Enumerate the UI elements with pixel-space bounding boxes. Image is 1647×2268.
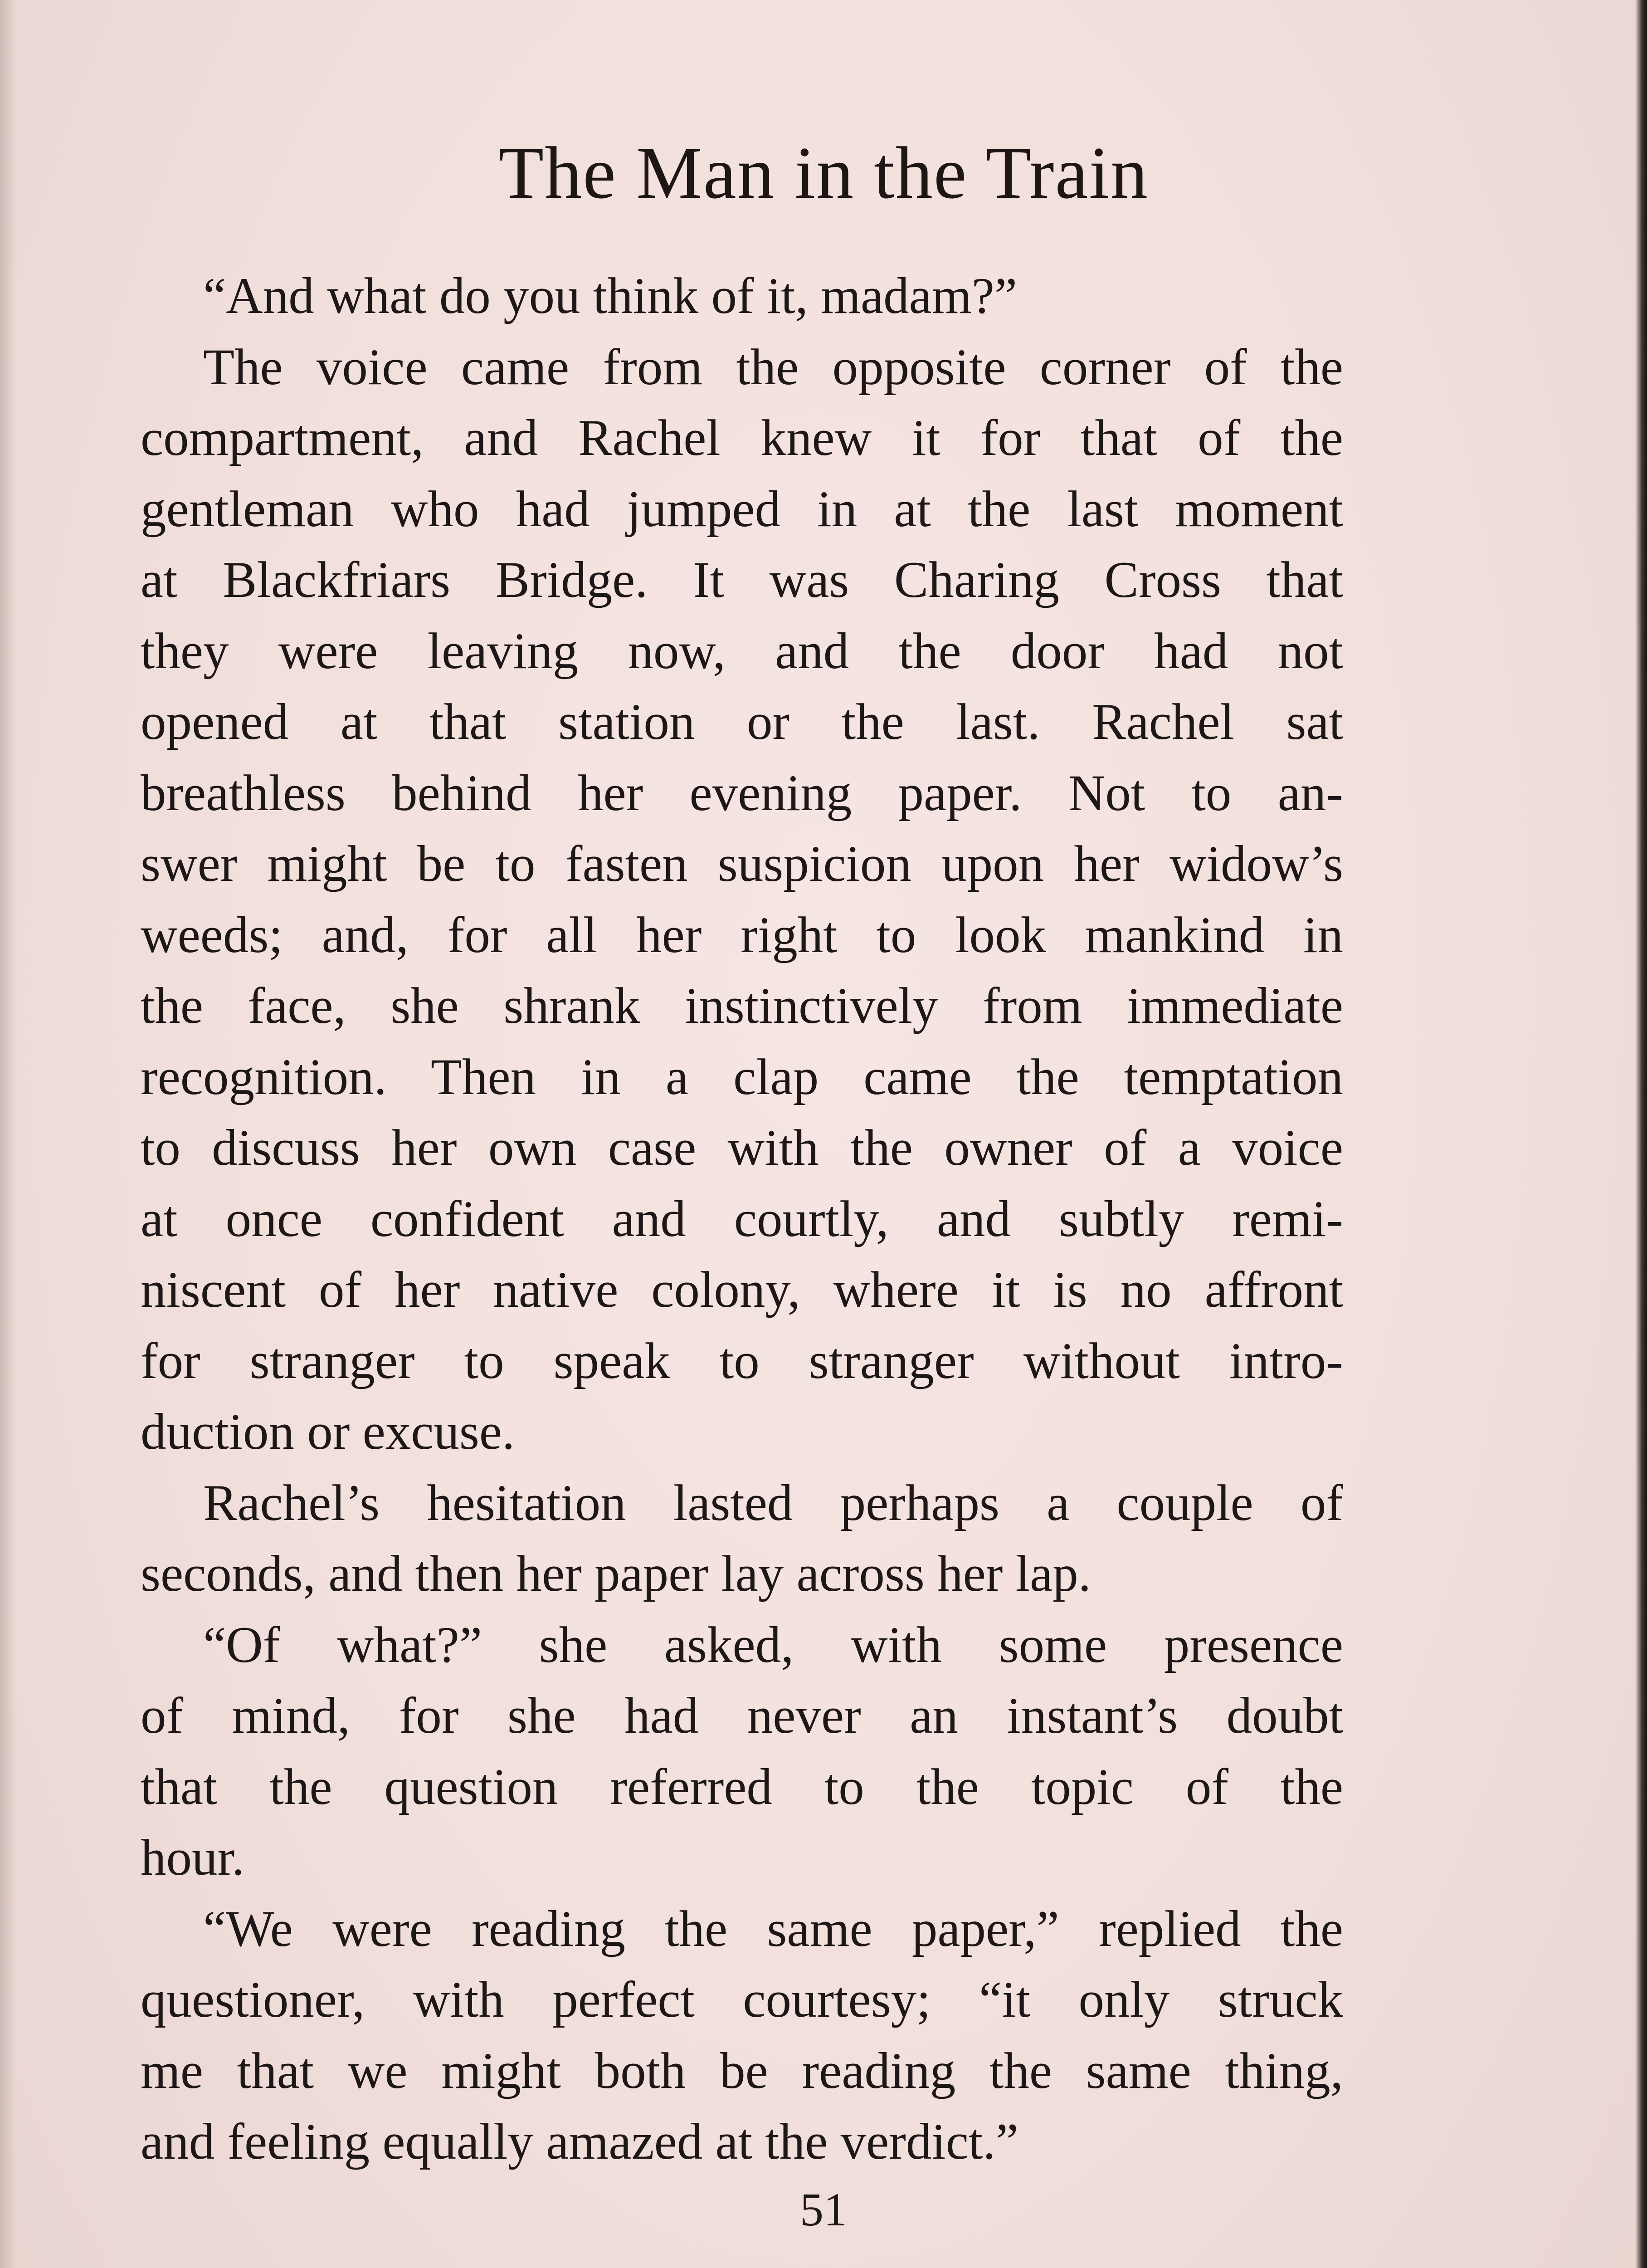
text-line: “We were reading the same paper,” replied the [203, 1900, 1343, 1957]
text-line: they were leaving now, and the door had not [141, 622, 1343, 679]
text-line: at once confident and courtly, and subtly remi- [141, 1190, 1343, 1247]
text-line: Rachel’s hesitation lasted perhaps a couple of [203, 1474, 1343, 1531]
text-line: the face, she shrank instinctively from immediate [141, 978, 1343, 1034]
text-line: niscent of her native colony, where it is no affront [141, 1261, 1343, 1318]
text-line: “Of what?” she asked, with some presence [203, 1616, 1343, 1673]
text-line: seconds, and then her paper lay across her lap. [141, 1545, 1091, 1602]
text-line: The voice came from the opposite corner of the [203, 338, 1343, 396]
text-line: questioner, with perfect courtesy; “it only struck [141, 1971, 1343, 2028]
text-line: duction or excuse. [141, 1403, 515, 1460]
text-line: at Blackfriars Bridge. It was Charing Cross that [141, 552, 1343, 608]
text-line: weeds; and, for all her right to look mankind in [141, 906, 1343, 963]
text-line: “And what do you think of it, madam?” [203, 268, 1018, 324]
text-line: opened at that station or the last. Rachel sat [141, 694, 1343, 750]
text-line: of mind, for she had never an instant’s doubt [141, 1687, 1343, 1744]
text-line: gentleman who had jumped in at the last moment [141, 480, 1343, 538]
page-number: 51 [800, 2184, 847, 2236]
text-line: hour. [141, 1829, 245, 1886]
chapter-title: The Man in the Train [498, 132, 1149, 214]
text-line: and feeling equally amazed at the verdict.” [141, 2113, 1018, 2170]
text-line: that the question referred to the topic of the [141, 1758, 1343, 1815]
body-text [141, 261, 1343, 2178]
text-line: to discuss her own case with the owner of a voice [141, 1119, 1343, 1176]
text-line: recognition. Then in a clap came the temptation [141, 1048, 1343, 1105]
text-line: swer might be to fasten suspicion upon her widow’s [141, 836, 1343, 892]
text-line: me that we might both be reading the same thing, [141, 2042, 1343, 2099]
text-line: breathless behind her evening paper. Not to an- [141, 764, 1343, 821]
text-line: for stranger to speak to stranger without intro- [141, 1332, 1343, 1389]
text-line: compartment, and Rachel knew it for that of the [141, 410, 1343, 466]
